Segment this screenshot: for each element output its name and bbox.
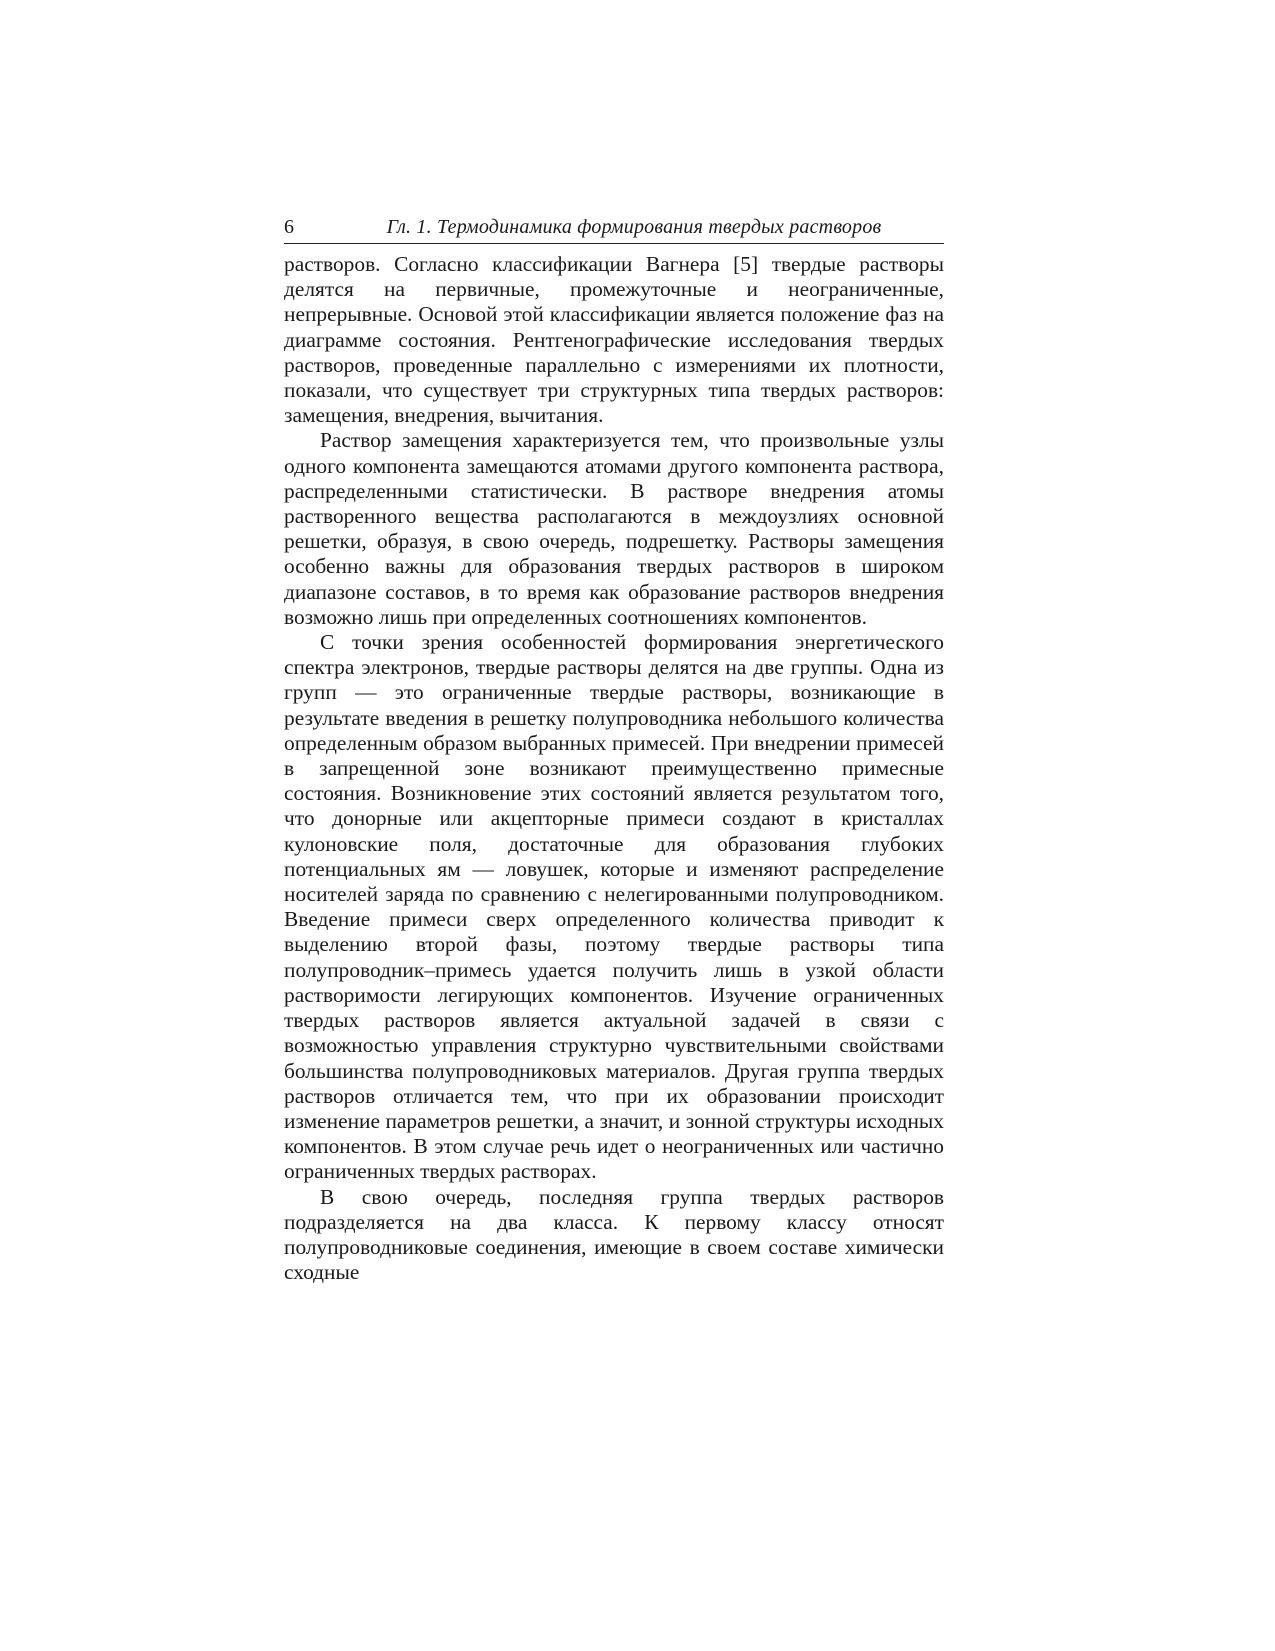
- body-text: [284, 252, 944, 1285]
- page-number: 6: [284, 216, 294, 238]
- paragraph-energy-spectrum: С точки зрения особенностей формирования энергетического спектра электронов, твердые растворы делятся на две группы. Одна из групп — это ограниченные твердые растворы, возникающие в результате введения в решетку полупроводника небольшого количества определенным образом выбранных примесей. При внедрении примесей в запрещенной зоне возникают преимущественно примесные состояния. Возникновение этих состояний является результатом того, что донорные или акцепторные примеси создают в кристаллах кулоновские поля, достаточные для образования глубоких потенциальных ям — ловушек, которые и изменяют распределение носителей заряда по сравнению с нелегированными полупроводником. Введение примеси сверх определенного количества приводит к выделению второй фазы, поэтому твердые растворы типа полупроводник–примесь удается получить лишь в узкой области растворимости легирующих компонентов. Изучение ограниченных твердых растворов является актуальной задачей в связи с возможностью управления структурно чувствительными свойствами большинства полупроводниковых материалов. Другая группа твердых растворов отличается тем, что при их образовании происходит изменение параметров решетки, а значит, и зонной структуры исходных компонентов. В этом случае речь идет о неограниченных или частично ограниченных твердых растворах.: [284, 630, 944, 1184]
- paragraph-substitution-solutions: Раствор замещения характеризуется тем, что произвольные узлы одного компонента замещаются атомами другого компонента раствора, распределенными статистически. В растворе внедрения атомы растворенного вещества располагаются в междоузлиях основной решетки, образуя, в свою очередь, подрешетку. Растворы замещения особенно важны для образования твердых растворов в широком диапазоне составов, в то время как образование растворов внедрения возможно лишь при определенных соотношениях компонентов.: [284, 428, 944, 629]
- paragraph-two-classes: В свою очередь, последняя группа твердых растворов подразделяется на два класса. К первому классу относят полупроводниковые соединения, имеющие в своем составе химически сходные: [284, 1184, 944, 1285]
- book-page: [284, 216, 944, 1285]
- paragraph-continuation: растворов. Согласно классификации Вагнера [5] твердые растворы делятся на первичные, промежуточные и неограниченные, непрерывные. Основой этой классификации является положение фаз на диаграмме состояния. Рентгенографические исследования твердых растворов, проведенные параллельно с измерениями их плотности, показали, что существует три структурных типа твердых растворов: замещения, внедрения, вычитания.: [284, 252, 944, 428]
- running-head: [284, 216, 944, 244]
- chapter-title: Гл. 1. Термодинамика формирования твердых растворов: [386, 216, 882, 238]
